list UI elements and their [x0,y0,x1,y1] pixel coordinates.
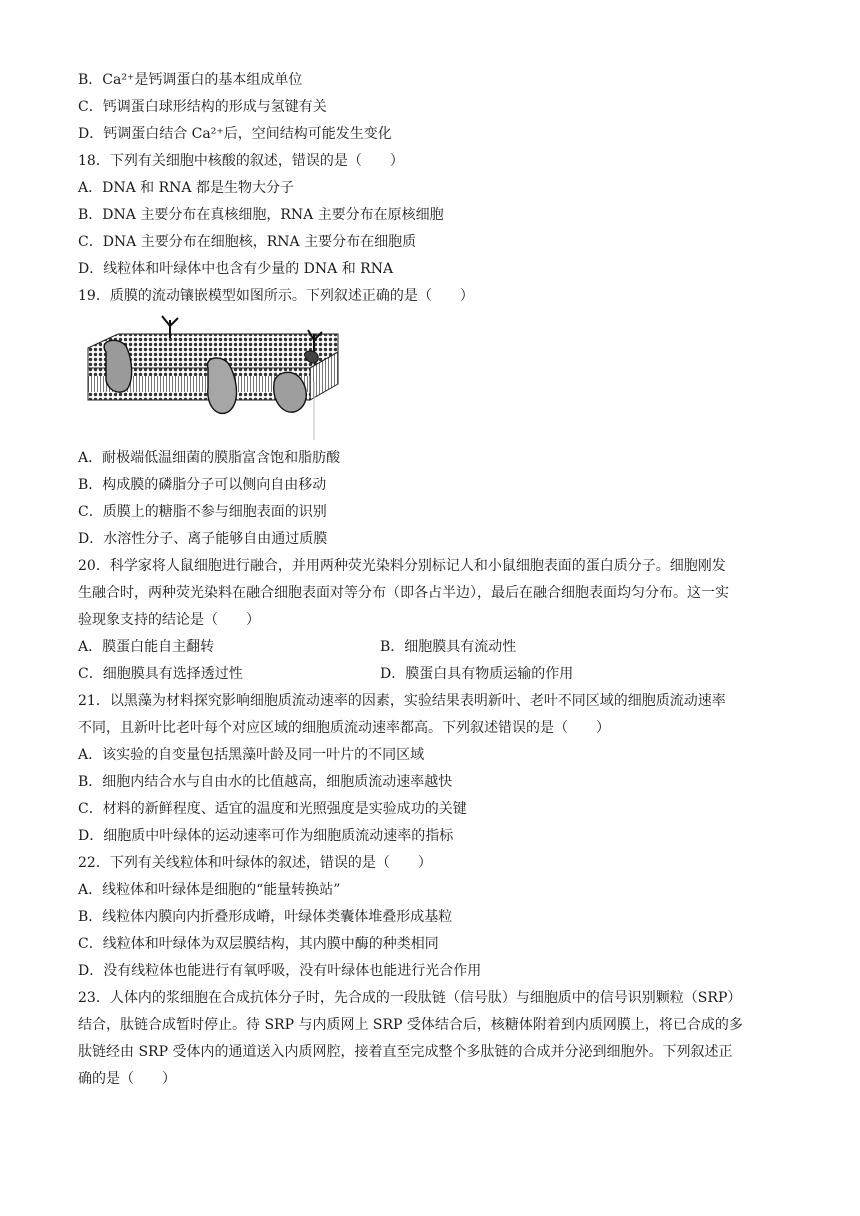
q17-option-d: D．钙调蛋白结合 Ca²⁺后，空间结构可能发生变化 [78,126,392,142]
fluid-mosaic-membrane-figure [78,312,344,440]
q20-stem-line-3: 验现象支持的结论是（ ） [78,612,260,628]
q18-option-c: C．DNA 主要分布在细胞核，RNA 主要分布在细胞质 [78,234,417,250]
q22-option-c: C．线粒体和叶绿体为双层膜结构，其内膜中酶的种类相同 [78,936,439,952]
q17-option-c: C．钙调蛋白球形结构的形成与氢键有关 [78,99,327,115]
q18-option-b: B．DNA 主要分布在真核细胞，RNA 主要分布在原核细胞 [78,207,444,223]
q18-option-a: A．DNA 和 RNA 都是生物大分子 [78,180,294,196]
q22-option-b: B．线粒体内膜向内折叠形成嵴，叶绿体类囊体堆叠形成基粒 [78,909,453,925]
q20-option-a: A．膜蛋白能自主翻转 [78,639,215,655]
q17-option-b: B．Ca²⁺是钙调蛋白的基本组成单位 [78,72,303,88]
q22-option-a: A．线粒体和叶绿体是细胞的“能量转换站” [78,882,341,898]
q20-stem-line-2: 生融合时，两种荧光染料在融合细胞表面对等分布（即各占半边），最后在融合细胞表面均匀分布。这一实 [78,585,729,601]
q20-option-d: D．膜蛋白具有物质运输的作用 [380,666,574,682]
q18-option-d: D．线粒体和叶绿体中也含有少量的 DNA 和 RNA [78,261,394,277]
q19-option-c: C．质膜上的糖脂不参与细胞表面的识别 [78,504,327,520]
q19-option-d: D．水溶性分子、离子能够自由通过质膜 [78,531,328,547]
q20-stem-line-1: 20．科学家将人鼠细胞进行融合，并用两种荧光染料分别标记人和小鼠细胞表面的蛋白质分子。细胞刚发 [78,558,726,574]
q20-option-b: B．细胞膜具有流动性 [380,639,517,655]
q21-option-c: C．材料的新鲜程度、适宜的温度和光照强度是实验成功的关键 [78,801,467,817]
q23-stem-line-4: 确的是（ ） [78,1071,176,1087]
q20-option-c: C．细胞膜具有选择透过性 [78,666,243,682]
q21-option-b: B．细胞内结合水与自由水的比值越高，细胞质流动速率越快 [78,774,453,790]
q21-stem-line-1: 21．以黑藻为材料探究影响细胞质流动速率的因素，实验结果表明新叶、老叶不同区域的细胞质流动速率 [78,693,726,709]
q23-stem-line-1: 23．人体内的浆细胞在合成抗体分子时，先合成的一段肽链（信号肽）与细胞质中的信号识别颗粒（SRP） [78,990,742,1006]
q23-stem-line-2: 结合，肽链合成暂时停止。待 SRP 与内质网上 SRP 受体结合后，核糖体附着到内质网膜上，将已合成的多 [78,1017,743,1033]
q22-option-d: D．没有线粒体也能进行有氧呼吸，没有叶绿体也能进行光合作用 [78,963,482,979]
q19-stem: 19．质膜的流动镶嵌模型如图所示。下列叙述正确的是（ ） [78,288,474,304]
q21-option-a: A．该实验的自变量包括黑藻叶龄及同一叶片的不同区域 [78,747,425,763]
q18-stem: 18．下列有关细胞中核酸的叙述，错误的是（ ） [78,153,404,169]
q19-option-a: A．耐极端低温细菌的膜脂富含饱和脂肪酸 [78,450,341,466]
q21-stem-line-2: 不同，且新叶比老叶每个对应区域的细胞质流动速率都高。下列叙述错误的是（ ） [78,720,610,736]
q21-option-d: D．细胞质中叶绿体的运动速率可作为细胞质流动速率的指标 [78,828,454,844]
q23-stem-line-3: 肽链经由 SRP 受体内的通道送入内质网腔，接着直至完成整个多肽链的合成并分泌到细胞外。下列叙述正 [78,1044,733,1060]
q19-option-b: B．构成膜的磷脂分子可以侧向自由移动 [78,477,327,493]
q22-stem: 22．下列有关线粒体和叶绿体的叙述，错误的是（ ） [78,855,432,871]
